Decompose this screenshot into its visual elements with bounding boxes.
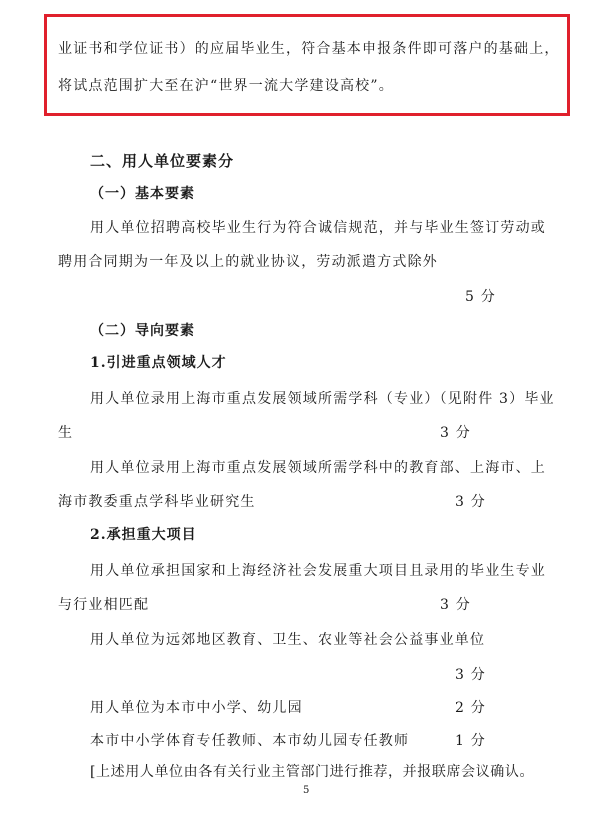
sub2-item1-line1: 用人单位承担国家和上海经济社会发展重大项目且录用的毕业生专业 bbox=[90, 563, 546, 579]
sub2-item1-line2: 与行业相匹配 bbox=[58, 597, 150, 613]
sub1-item1-line1: 用人单位录用上海市重点发展领域所需学科（专业）（见附件 3）毕业 bbox=[90, 391, 555, 407]
sub2-item3-score: 2 分 bbox=[455, 700, 486, 716]
page-number: 5 bbox=[303, 785, 310, 796]
sub1-heading: 1.引进重点领域人才 bbox=[90, 355, 227, 371]
highlight-line-1: 业证书和学位证书）的应届毕业生，符合基本申报条件即可落户的基础上， bbox=[58, 41, 560, 57]
basic-line-1: 用人单位招聘高校毕业生行为符合诚信规范，并与毕业生签订劳动或 bbox=[90, 220, 546, 236]
sub2-heading: 2.承担重大项目 bbox=[90, 527, 197, 543]
sub1-item2-line2: 海市教委重点学科毕业研究生 bbox=[58, 494, 256, 510]
sub2-item1-score: 3 分 bbox=[440, 597, 471, 613]
sub2-item2-line1: 用人单位为远郊地区教育、卫生、农业等社会公益事业单位 bbox=[90, 632, 486, 648]
guide-elements-heading: （二）导向要素 bbox=[90, 323, 195, 339]
sub2-item4-score: 1 分 bbox=[455, 733, 486, 749]
sub1-item2-line1: 用人单位录用上海市重点发展领域所需学科中的教育部、上海市、上 bbox=[90, 460, 546, 476]
red-highlight-box bbox=[44, 14, 570, 116]
sub2-item2-score: 3 分 bbox=[455, 667, 486, 683]
sub2-item3-line1: 用人单位为本市中小学、幼儿园 bbox=[90, 700, 303, 716]
basic-elements-heading: （一）基本要素 bbox=[90, 186, 195, 202]
basic-line-2: 聘用合同期为一年及以上的就业协议，劳动派遣方式除外 bbox=[58, 254, 438, 270]
sub1-item1-line2: 生 bbox=[58, 425, 74, 441]
sub1-item1-score: 3 分 bbox=[440, 425, 471, 441]
sub1-item2-score: 3 分 bbox=[455, 494, 486, 510]
sub2-item4-line1: 本市中小学体育专任教师、本市幼儿园专任教师 bbox=[90, 733, 410, 749]
highlight-line-2: 将试点范围扩大至在沪“世界一流大学建设高校”。 bbox=[58, 78, 394, 94]
basic-score: 5 分 bbox=[465, 289, 496, 305]
recommendation-note: [上述用人单位由各有关行业主管部门进行推荐，并报联席会议确认。 bbox=[90, 764, 535, 780]
section-heading: 二、用人单位要素分 bbox=[90, 152, 235, 170]
